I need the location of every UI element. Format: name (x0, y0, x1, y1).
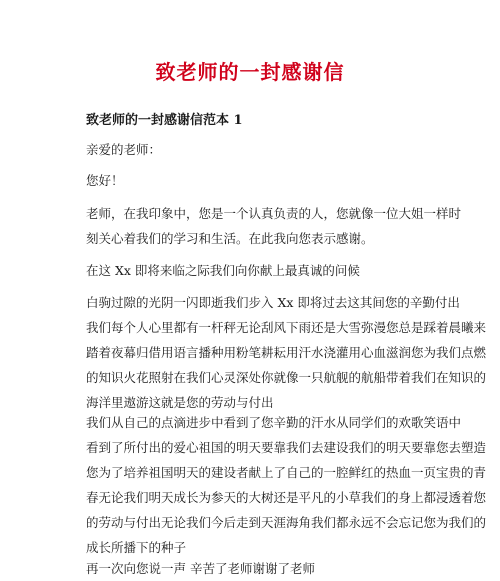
paragraph-1 (86, 201, 462, 251)
paragraph-4-line: 的劳动与付出无论我们今后走到天涯海角我们都永远不会忘记您为我们的 (86, 515, 487, 530)
paragraph-2: 在这 Xx 即将来临之际我们向你献上最真诚的问候 (86, 263, 360, 278)
paragraph-4-line: 春无论我们明天成长为参天的大树还是平凡的小草我们的身上都浸透着您 (86, 490, 487, 505)
document-title: 致老师的一封感谢信 (155, 60, 345, 84)
paragraph-3-line: 海洋里遨游这就是您的劳动与付出 (86, 395, 274, 410)
paragraph-5: 再一次向您说一声 辛苦了老师谢谢了老师 (86, 561, 315, 576)
paragraph-3-line: 白驹过隙的光阴一闪即逝我们步入 Xx 即将过去这其间您的辛勤付出 (86, 295, 460, 310)
paragraph-3-line: 踏着夜幕归借用语言播种用粉笔耕耘用汗水浇灌用心血滋润您为我们点燃 (86, 345, 487, 360)
greeting: 亲爱的老师： (86, 142, 162, 157)
paragraph-4-line: 成长所播下的种子 (86, 540, 187, 555)
paragraph-4-line: 我们从自己的点滴进步中看到了您辛勤的汗水从同学们的欢歌笑语中 (86, 415, 462, 430)
paragraph-3 (86, 290, 487, 415)
paragraph-4-line: 看到了所付出的爱心祖国的明天要靠我们去建设我们的明天要靠您去塑造 (86, 440, 487, 455)
paragraph-4-line: 您为了培养祖国明天的建设者献上了自己的一腔鲜红的热血一页宝贵的青 (86, 465, 487, 480)
hello-line: 您好！ (86, 173, 124, 188)
paragraph-4 (86, 410, 487, 560)
paragraph-1-line: 老师，在我印象中，您是一个认真负责的人，您就像一位大姐一样时 (86, 206, 462, 221)
paragraph-1-line: 刻关心着我们的学习和生活。在此我向您表示感谢。 (86, 231, 374, 246)
paragraph-3-line: 我们每个人心里都有一杆秤无论刮风下雨还是大雪弥漫您总是踩着晨曦来 (86, 320, 487, 335)
sample-heading: 致老师的一封感谢信范本 1 (86, 113, 243, 128)
paragraph-3-line: 的知识火花照射在我们心灵深处你就像一只航舰的航船带着我们在知识的 (86, 370, 487, 385)
